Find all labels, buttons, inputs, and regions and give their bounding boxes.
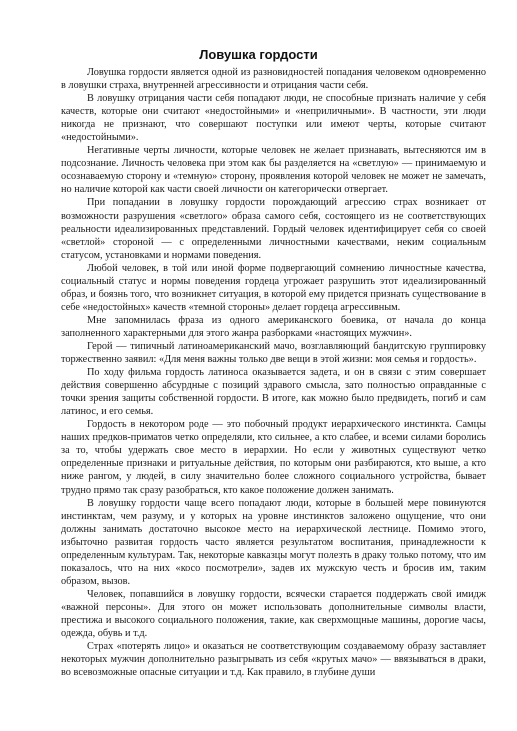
- paragraph: Страх «потерять лицо» и оказаться не соответствующим создаваемому образу заставляет некоторых мужчин дополнительно разыгрывать из себя «крутых мачо» — ввязываться в драки, во всевозможные опасные ситуации и т.д. Как правило, в глубине души: [61, 641, 486, 679]
- paragraph: В ловушку гордости чаще всего попадают люди, которые в большей мере повинуются инстинктам, чем разуму, и у которых на уровне инстинктов заложено ощущение, что они должны занимать достаточно высокое место на иерархической лестнице. Помимо этого, избыточно развитая гордость часто является результатом воспитания, принадлежности к определенным культурам. Так, некоторые кавказцы могут полезть в драку только потому, что им показалось, что на них «косо посмотрели», задев их мужскую честь и бросив им, таким образом, вызов.: [61, 497, 486, 587]
- document-body: [61, 66, 486, 679]
- paragraph: Мне запомнилась фраза из одного американского боевика, от начала до конца заполненного характерными для этого жанра разборками «настоящих мужчин».: [61, 314, 486, 339]
- paragraph: Гордость в некотором роде — это побочный продукт иерархического инстинкта. Самцы наших предков-приматов четко определяли, кто сильнее, а кто слабее, и всеми силами боролись за то, чтобы удержать свое место в иерархии. Но если у животных существуют четко определенные признаки и ритуальные действия, по которым они разбираются, кто выше, а кто ниже рангом, у людей, в силу значительно более сложного социального устройства, бывает трудно прямо так сразу разобраться, кто какое положение должен занимать.: [61, 419, 486, 496]
- paragraph: Негативные черты личности, которые человек не желает признавать, вытесняются им в подсознание. Личность человека при этом как бы разделяется на «светлую» — принимаемую и осознаваемую сторону и «темную» сторону, проявления которой человек не может не замечать, но наличие которой как части своей личности он категорически отвергает.: [61, 145, 486, 196]
- paragraph: Ловушка гордости является одной из разновидностей попадания человеком одновременно в ловушки страха, внутренней агрессивности и отрицания части себя.: [61, 67, 486, 92]
- paragraph: Герой — типичный латиноамериканский мачо, возглавляющий бандитскую группировку торжественно заявил: «Для меня важны только две вещи в этой жизни: моя семья и гордость».: [61, 340, 486, 366]
- paragraph: Любой человек, в той или иной форме подвергающий сомнению личностные качества, социальный статус и нормы поведения гордеца угрожает разрушить этот идеализированный образ, и боязнь того, что возникнет ситуация, в которой ему придется признать существование в себе «недостойных» качеств «темной стороны» делает гордеца агрессивным.: [61, 262, 486, 313]
- paragraph: В ловушку отрицания части себя попадают люди, не способные признать наличие у себя качеств, которые они считают «недостойными» и «неприличными». В частности, эти люди никогда не признают, что совершают поступки или имеют черты, которые считают «недостойными».: [61, 93, 486, 144]
- paragraph: Человек, попавшийся в ловушку гордости, всячески старается поддержать свой имидж «важной персоны». Для этого он может использовать дополнительные символы власти, престижа и высокого социального положения, такие, как сверхмощные машины, дорогие часы, одежда, обувь и т.д.: [61, 588, 486, 640]
- paragraph: При попадании в ловушку гордости порождающий агрессию страх возникает от возможности разрушения «светлого» образа самого себя, состоящего из не соответствующих реальности идеализированных представлений. Гордый человек идентифицирует себя со своей «светлой» стороной — с определенными личностными качествами, неким социальным статусом, установками и нормами поведения.: [61, 197, 486, 261]
- page-title: Ловушка гордости: [199, 47, 318, 62]
- paragraph: По ходу фильма гордость латиноса оказывается задета, и он в связи с этим совершает действия совершенно абсурдные с позиций здравого смысла, зато полностью оправданные с точки зрения защиты собственной гордости. В итоге, как можно было предвидеть, погиб и сам латинос, и его семья.: [61, 367, 486, 418]
